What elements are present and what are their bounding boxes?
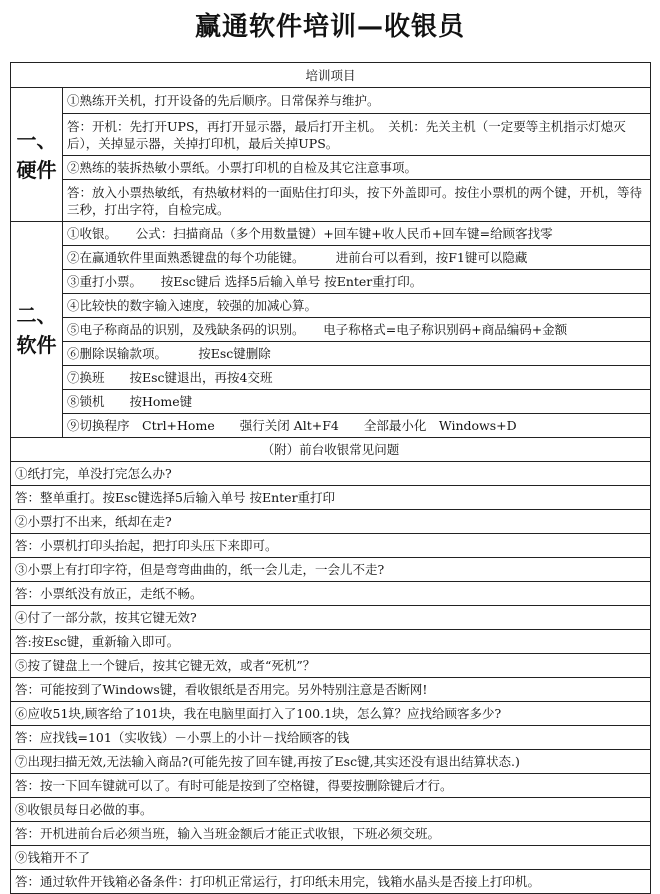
faq-answer-3: 答：小票纸没有放正，走纸不畅。 [11, 582, 651, 606]
faq-row [11, 726, 651, 750]
faq-question-8: ⑧收银员每日必做的事。 [11, 798, 651, 822]
faq-question-4: ④付了一部分款，按其它键无效? [11, 606, 651, 630]
software-category-number: 二、 [16, 302, 57, 327]
faq-row [11, 654, 651, 678]
software-row [11, 270, 651, 294]
faq-answer-4: 答:按Esc键，重新输入即可。 [11, 630, 651, 654]
faq-answer-1: 答：整单重打。按Esc键选择5后输入单号 按Enter重打印 [11, 486, 651, 510]
faq-answer-7: 答：按一下回车键就可以了。有时可能是按到了空格键，得要按删除键后才行。 [11, 774, 651, 798]
software-item-8: ⑧锁机 按Home键 [63, 390, 651, 414]
hardware-category-name: 硬件 [16, 157, 57, 182]
hardware-answer-2: 答：放入小票热敏纸，有热敏材料的一面贴住打印头，按下外盖即可。按住小票机的两个键，开机，等待三秒，打出字符，自检完成。 [63, 180, 651, 222]
software-row [11, 318, 651, 342]
hardware-row [11, 180, 651, 222]
faq-row [11, 582, 651, 606]
faq-header: （附）前台收银常见问题 [11, 438, 651, 462]
page-title: 赢通软件培训—收银员 [194, 12, 465, 42]
software-item-9: ⑨切换程序 Ctrl+Home 强行关闭 Alt+F4 全部最小化 Windows+D [63, 414, 651, 438]
faq-row [11, 750, 651, 774]
faq-question-1: ①纸打完，单没打完怎么办? [11, 462, 651, 486]
faq-row [11, 822, 651, 846]
software-item-3: ③重打小票。 按Esc键后 选择5后输入单号 按Enter重打印。 [63, 270, 651, 294]
faq-row [11, 606, 651, 630]
hardware-row [11, 156, 651, 180]
faq-header-row [11, 438, 651, 462]
faq-answer-9: 答：通过软件开钱箱必备条件：打印机正常运行，打印纸未用完，钱箱水晶头是否接上打印机。 [11, 870, 651, 894]
faq-answer-2: 答：小票机打印头抬起，把打印头压下来即可。 [11, 534, 651, 558]
software-item-1: ①收银。 公式：扫描商品（多个用数量键）+回车键+收人民币+回车键=给顾客找零 [63, 222, 651, 246]
training-table [10, 62, 651, 894]
faq-question-3: ③小票上有打印字符，但是弯弯曲曲的，纸一会儿走，一会儿不走? [11, 558, 651, 582]
faq-question-7: ⑦出现扫描无效,无法输入商品?(可能先按了回车键,再按了Esc键,其实还没有退出结算状态.) [11, 750, 651, 774]
faq-answer-5: 答：可能按到了Windows键，看收银纸是否用完。另外特别注意是否断网! [11, 678, 651, 702]
faq-answer-6: 答：应找钱=101（实收钱）－小票上的小计－找给顾客的钱 [11, 726, 651, 750]
faq-row [11, 846, 651, 870]
faq-row [11, 558, 651, 582]
faq-row [11, 774, 651, 798]
faq-question-2: ②小票打不出来，纸却在走? [11, 510, 651, 534]
faq-answer-8: 答：开机进前台后必须当班，输入当班金额后才能正式收银，下班必须交班。 [11, 822, 651, 846]
faq-row [11, 486, 651, 510]
software-item-7: ⑦换班 按Esc键退出，再按4交班 [63, 366, 651, 390]
software-item-6: ⑥删除误输款项。 按Esc键删除 [63, 342, 651, 366]
faq-row [11, 630, 651, 654]
software-item-4: ④比较快的数字输入速度，较强的加减心算。 [63, 294, 651, 318]
software-row [11, 366, 651, 390]
table-header: 培训项目 [11, 63, 651, 88]
faq-question-6: ⑥应收51块,顾客给了101块，我在电脑里面打入了100.1块，怎么算？应找给顾客多少? [11, 702, 651, 726]
faq-row [11, 870, 651, 894]
table-header-row [11, 63, 651, 88]
faq-question-9: ⑨钱箱开不了 [11, 846, 651, 870]
software-row [11, 294, 651, 318]
faq-row [11, 510, 651, 534]
hardware-answer-1: 答：开机：先打开UPS，再打开显示器，最后打开主机。 关机：先关主机（一定要等主机指示灯熄灭后），关掉显示器，关掉打印机，最后关掉UPS。 [63, 114, 651, 156]
software-row [11, 414, 651, 438]
software-row [11, 222, 651, 246]
faq-question-5: ⑤按了键盘上一个键后，按其它键无效，或者“死机”？ [11, 654, 651, 678]
software-category [11, 222, 63, 438]
hardware-item-1: ①熟练开关机，打开设备的先后顺序。日常保养与维护。 [63, 88, 651, 114]
faq-row [11, 702, 651, 726]
hardware-row [11, 88, 651, 114]
faq-row [11, 462, 651, 486]
software-category-name: 软件 [16, 332, 57, 357]
software-row [11, 246, 651, 270]
faq-row [11, 798, 651, 822]
hardware-row [11, 114, 651, 156]
software-row [11, 390, 651, 414]
hardware-category-number: 一、 [16, 127, 57, 152]
software-item-2: ②在赢通软件里面熟悉键盘的每个功能键。 进前台可以看到，按F1键可以隐藏 [63, 246, 651, 270]
software-item-5: ⑤电子称商品的识别，及残缺条码的识别。 电子称格式=电子称识别码+商品编码+金额 [63, 318, 651, 342]
faq-row [11, 534, 651, 558]
software-row [11, 342, 651, 366]
hardware-category [11, 88, 63, 222]
hardware-item-2: ②熟练的装拆热敏小票纸。小票打印机的自检及其它注意事项。 [63, 156, 651, 180]
faq-row [11, 678, 651, 702]
